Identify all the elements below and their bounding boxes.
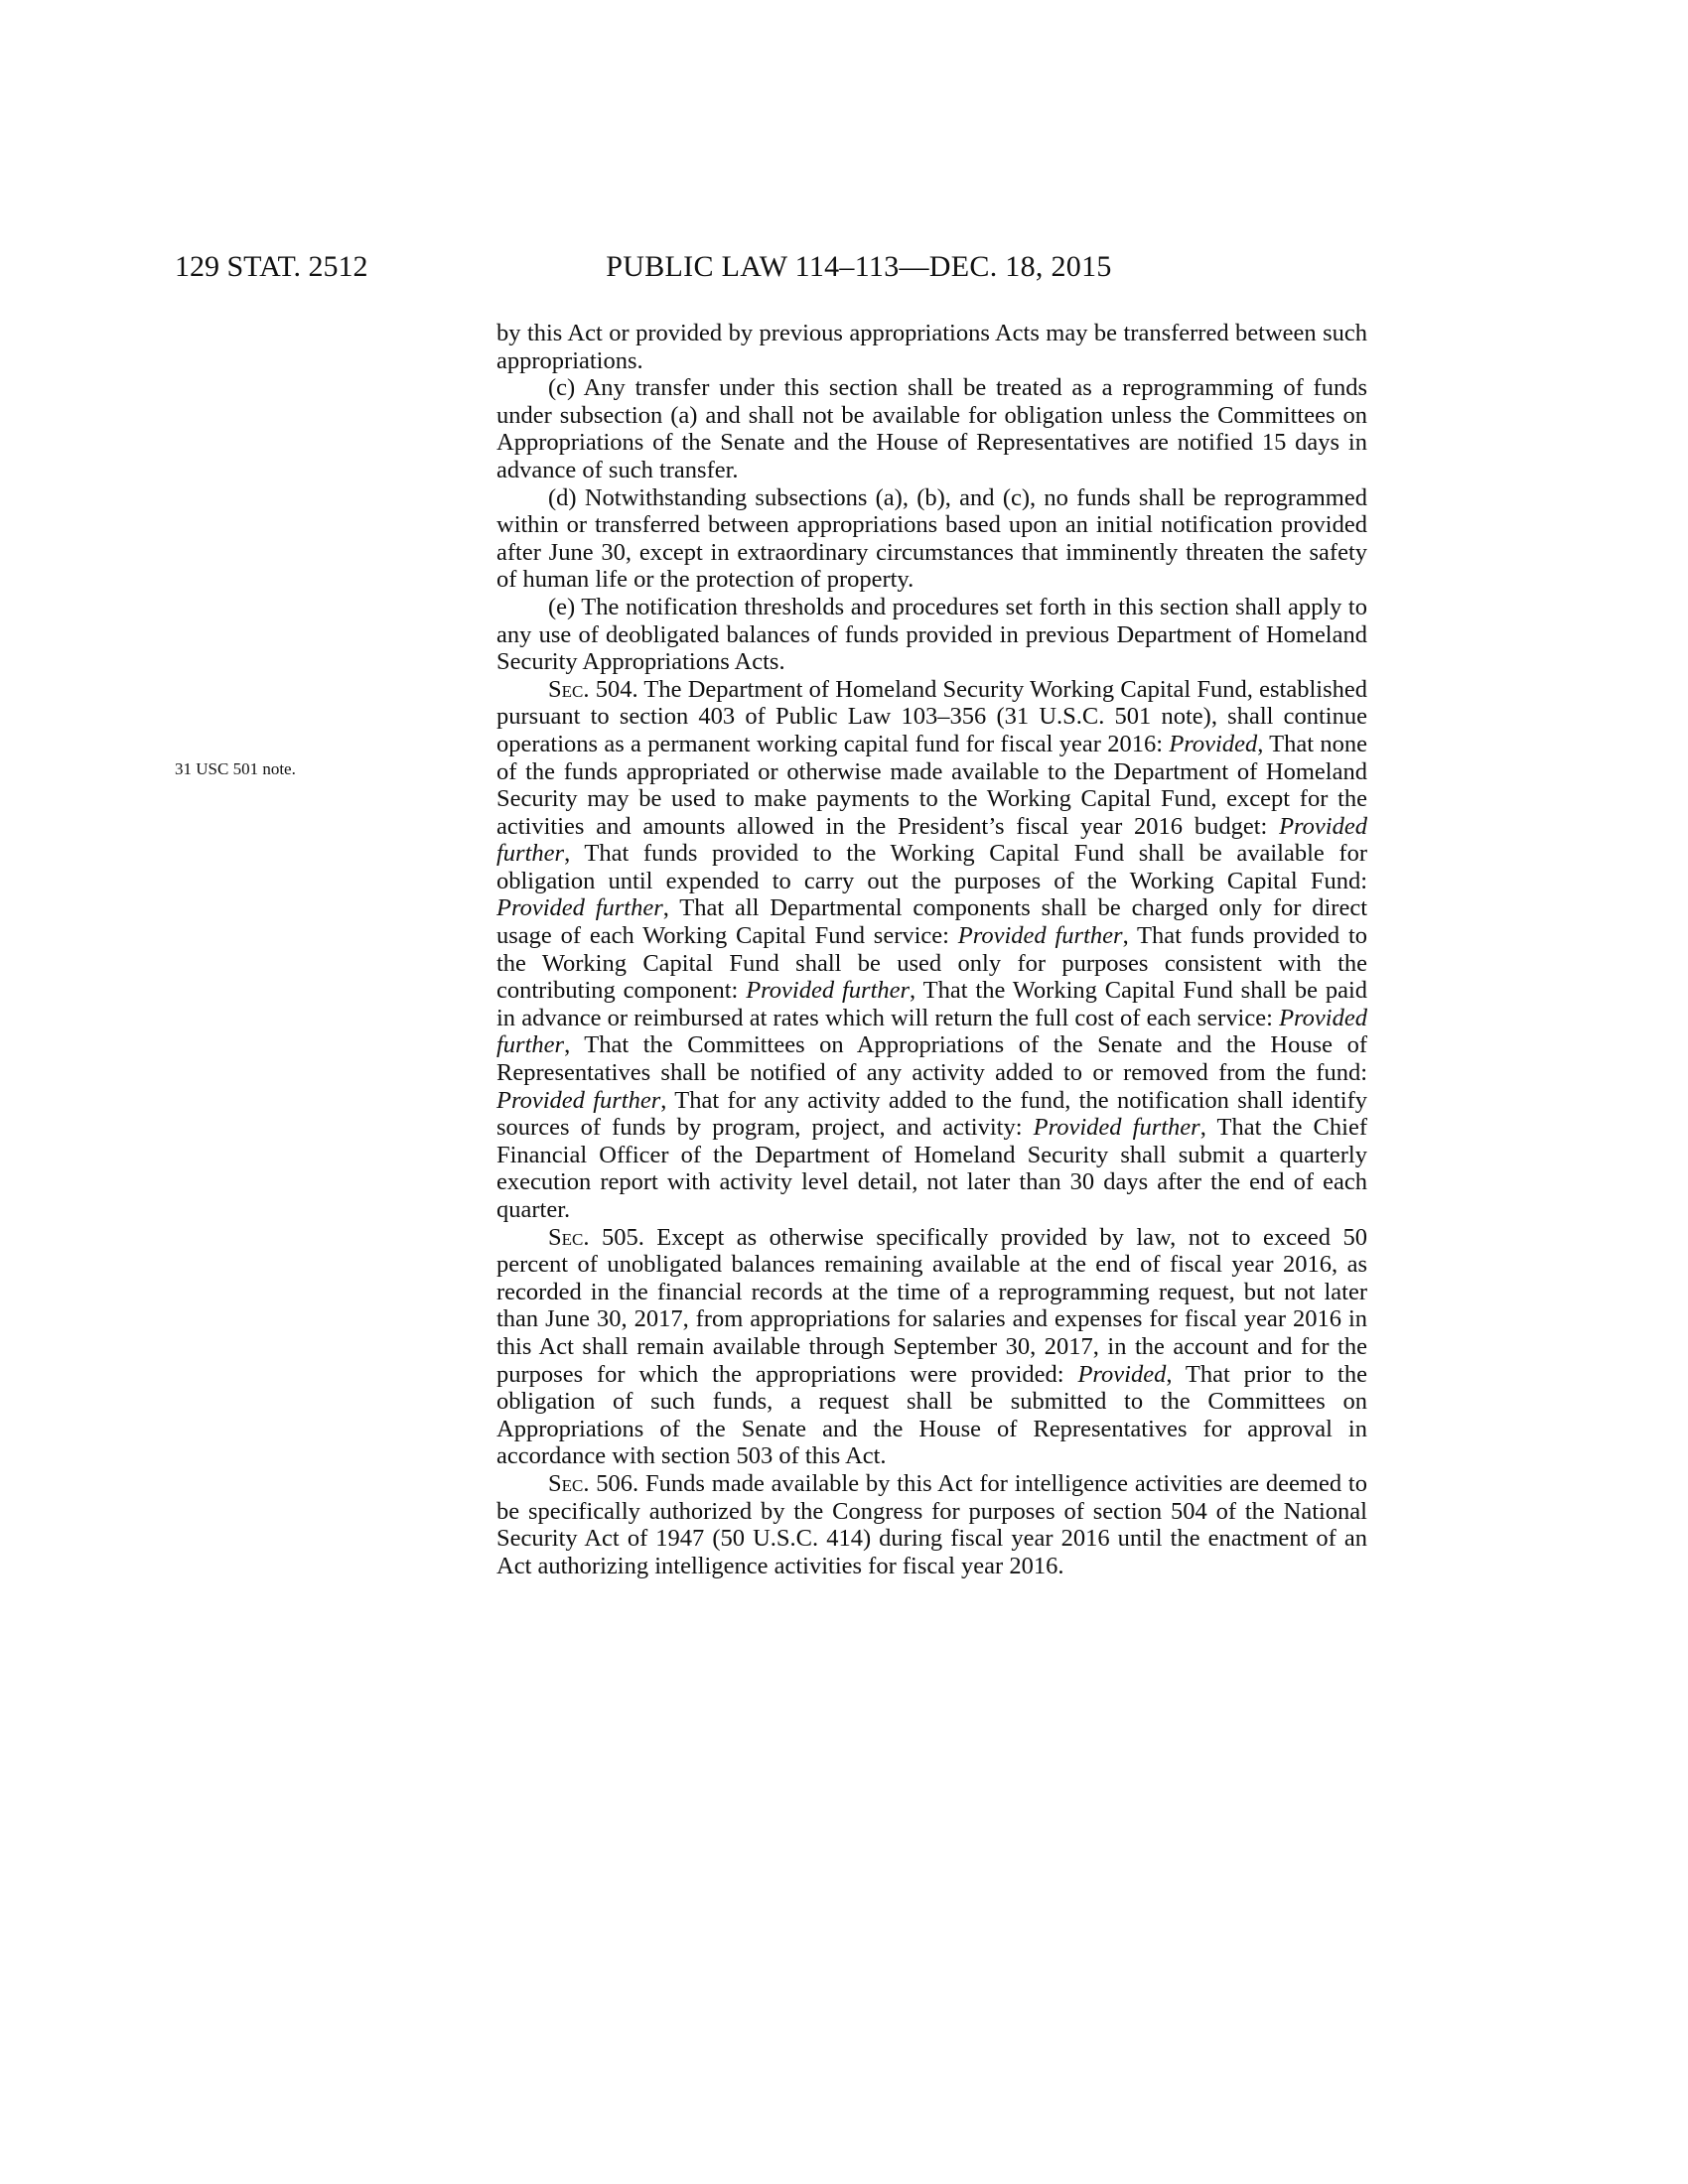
section-label: Sec. 505. xyxy=(548,1223,644,1251)
statute-page-reference: 129 STAT. 2512 xyxy=(175,250,368,283)
section-505: Sec. 505. Except as otherwise specifically provided by law, not to exceed 50 percent of unobligated balances remaining available at the end of fiscal year 2016, as recorded in the financial records at the time of a reprogramming request, but not later than June 30, 2017, from appropriations for salaries and expenses for fiscal year 2016 in this Act shall remain available through September 30, 2017, in the account and for the purposes for which the appropriations were provided: Provided, That prior to the obligation of such funds, a request shall be submitted to the Committees on Appropriations of the Senate and the House of Representatives for approval in accordance with section 503 of this Act. xyxy=(496,1223,1367,1470)
paragraph-continuation: by this Act or provided by previous appropriations Acts may be transferred between such appropriations. xyxy=(496,320,1367,374)
paragraph-subsection-d: (d) Notwithstanding subsections (a), (b), and (c), no funds shall be reprogrammed within or transferred between appropriations based upon an initial notification provided after June 30, except in extraordinary circumstances that imminently threaten the safety of human life or the protection of property. xyxy=(496,483,1367,594)
section-label: Sec. 506. xyxy=(548,1469,639,1497)
body-text xyxy=(496,320,1367,1579)
section-504: Sec. 504. The Department of Homeland Security Working Capital Fund, established pursuant to section 403 of Public Law 103–356 (31 U.S.C. 501 note), shall continue operations as a permanent working capital fund for fiscal year 2016: Provided, That none of the funds appropriated or otherwise made available to the Department of Homeland Security may be used to make payments to the Working Capital Fund, except for the activities and amounts allowed in the President’s fiscal year 2016 budget: Provided further, That funds provided to the Working Capital Fund shall be available for obligation until expended to carry out the purposes of the Working Capital Fund: Provided further, That all Departmental components shall be charged only for direct usage of each Working Capital Fund service: Provided further, That funds provided to the Working Capital Fund shall be used only for purposes consistent with the contributing component: Provided further, That the Working Capital Fund shall be paid in advance or reimbursed at rates which will return the full cost of each service: Provided further, That the Committees on Appropriations of the Senate and the House of Representatives shall be notified of any activity added to or removed from the fund: Provided further, That for any activity added to the fund, the notification shall identify sources of funds by program, project, and activity: Provided further, That the Chief Financial Officer of the Department of Homeland Security shall submit a quarterly execution report with activity level detail, not later than 30 days after the end of each quarter. xyxy=(496,675,1368,1223)
section-506: Sec. 506. Funds made available by this Act for intelligence activities are deemed to be specifically authorized by the Congress for purposes of section 504 of the National Security Act of 1947 (50 U.S.C. 414) during fiscal year 2016 until the enactment of an Act authorizing intelligence activities for fiscal year 2016. xyxy=(496,1469,1367,1579)
running-head: PUBLIC LAW 114–113—DEC. 18, 2015 xyxy=(606,250,1112,283)
margin-note-sec504: 31 USC 501 note. xyxy=(175,759,296,778)
paragraph-subsection-c: (c) Any transfer under this section shall be treated as a reprogramming of funds under subsection (a) and shall not be available for obligation unless the Committees on Appropriations of the Senate and the House of Representatives are notified 15 days in advance of such transfer. xyxy=(496,374,1367,483)
paragraph-subsection-e: (e) The notification thresholds and procedures set forth in this section shall apply to any use of deobligated balances of funds provided in previous Department of Homeland Security Appropriations Acts. xyxy=(496,593,1367,676)
page-header xyxy=(0,250,1688,290)
section-label: Sec. 504. xyxy=(548,675,638,703)
